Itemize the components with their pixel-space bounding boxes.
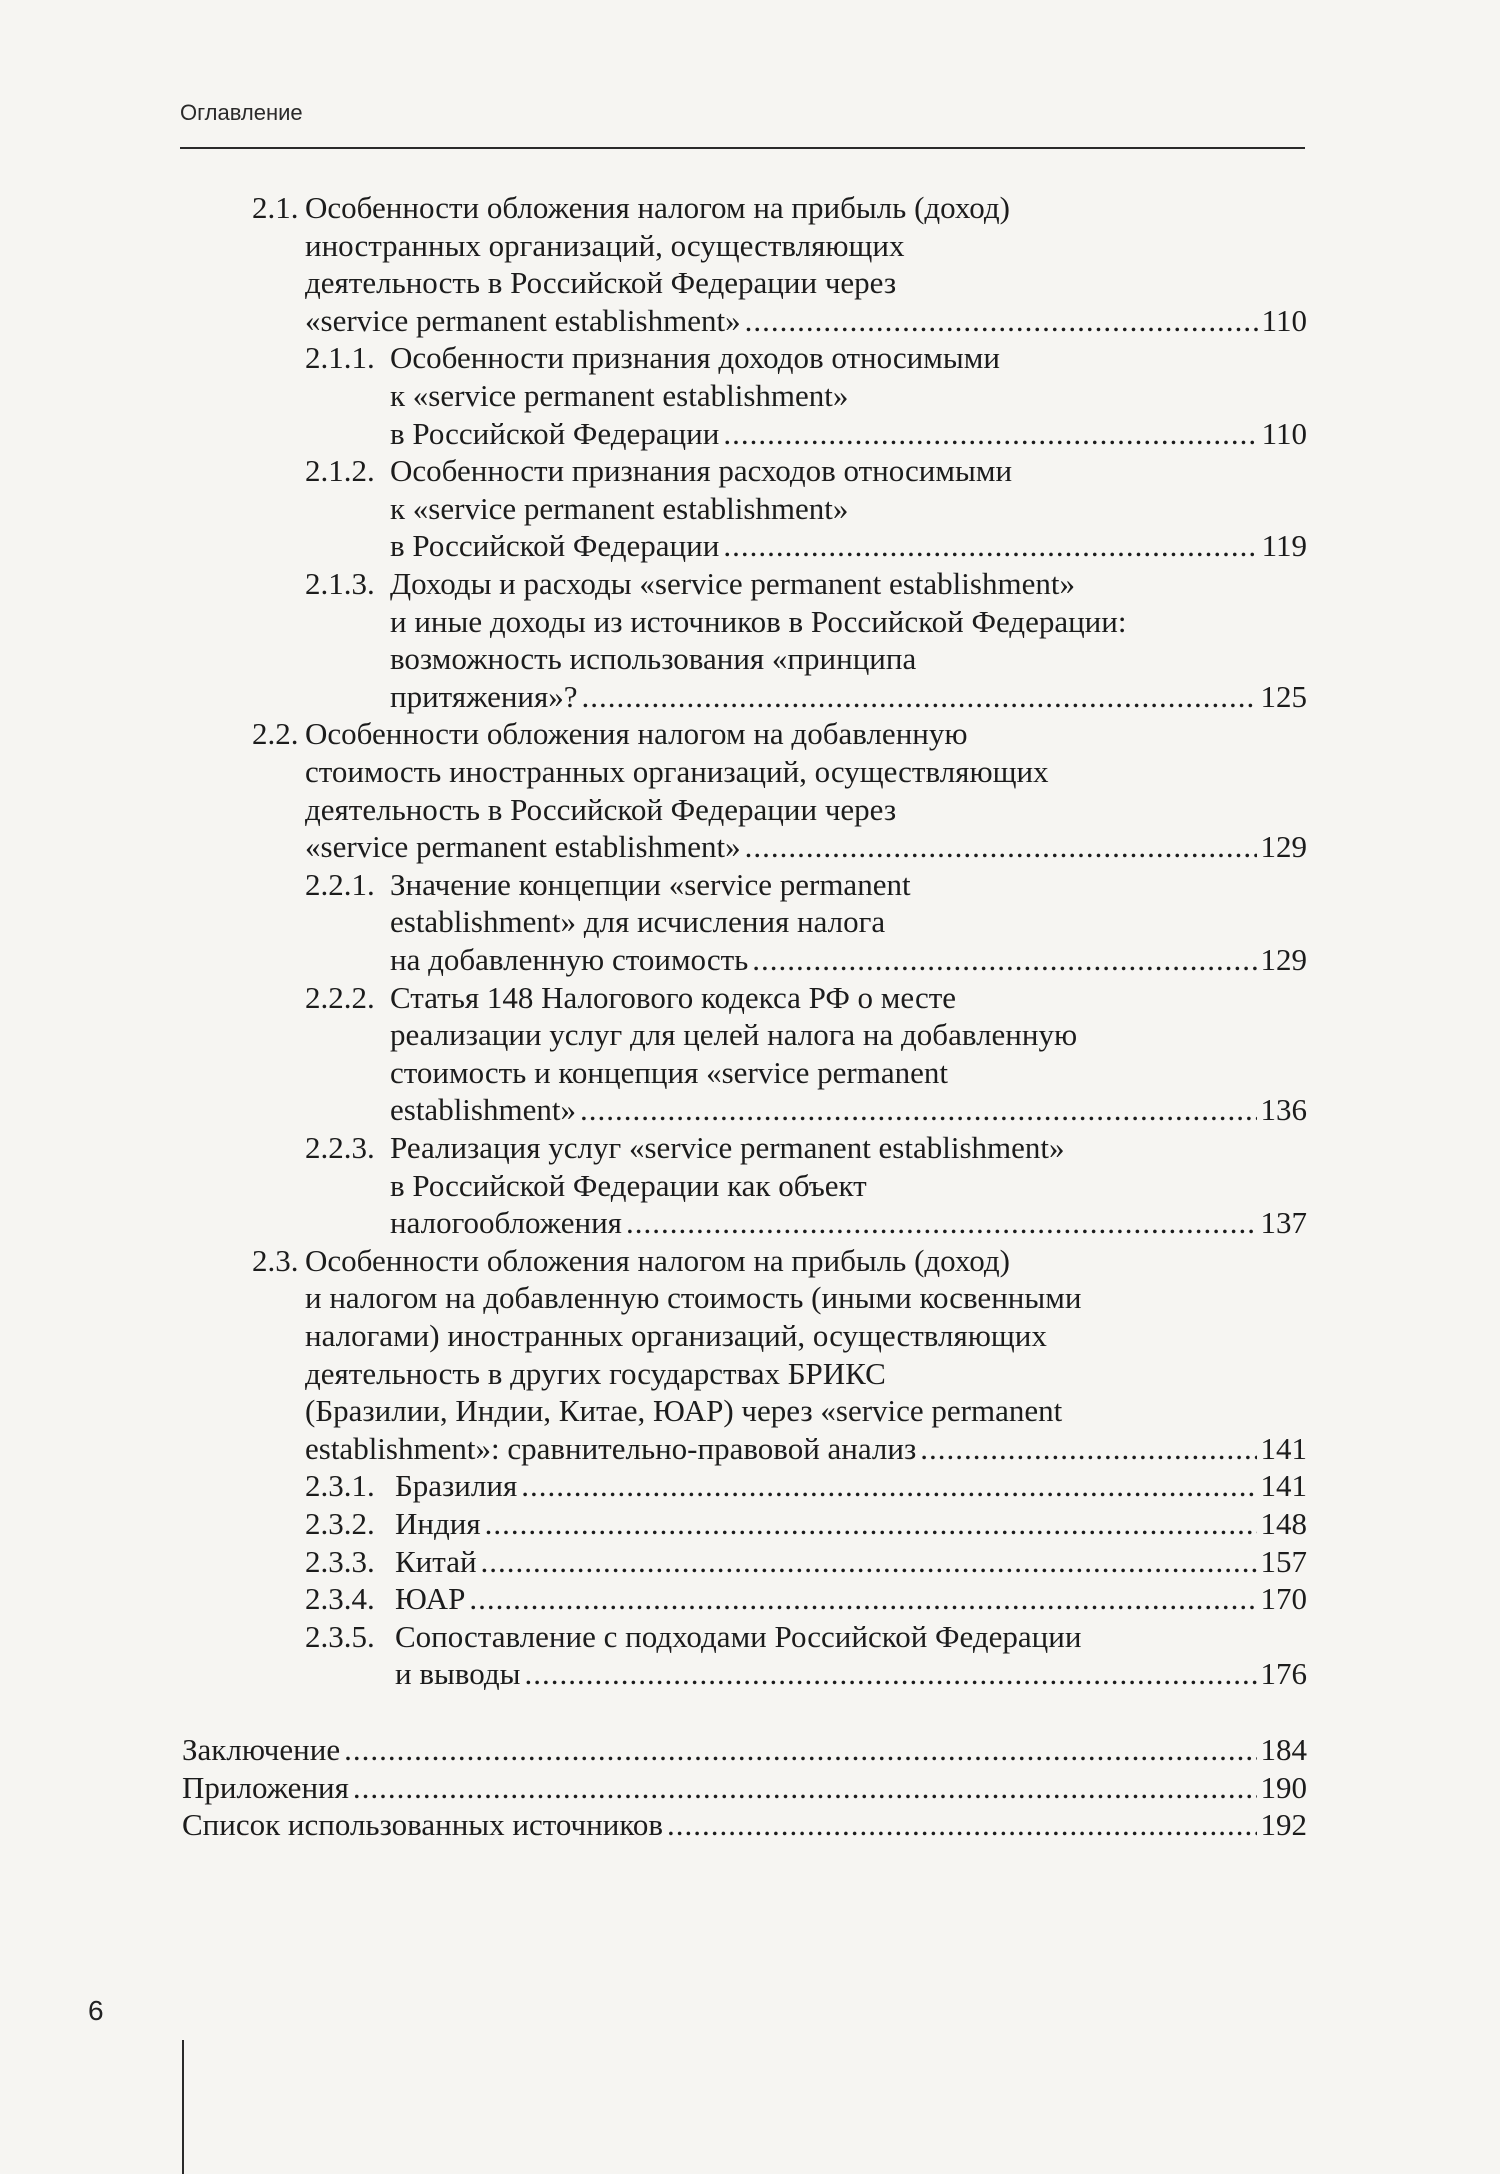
toc-entry-page: 192 xyxy=(1260,1807,1307,1843)
toc-entry-page: 136 xyxy=(1260,1092,1307,1128)
toc-entry-title-line: стоимость иностранных организаций, осуществляющих xyxy=(305,753,1049,789)
dot-leader xyxy=(582,678,1257,715)
running-header: Оглавление xyxy=(180,100,303,125)
toc-entry-title-line: Особенности признания расходов относимыми xyxy=(390,453,1013,489)
toc-entry-2-3-1 xyxy=(0,1467,1500,1505)
toc-entry-number: 2.2.2. xyxy=(305,979,375,1015)
toc-entry-title-line: establishment» xyxy=(390,1092,576,1128)
toc-entry-title-line: Приложения xyxy=(182,1769,349,1805)
toc-entry-title-line: establishment»: сравнительно-правовой анализ xyxy=(305,1430,917,1466)
toc-entry-title-line: деятельность в других государствах БРИКС xyxy=(305,1355,886,1391)
toc-entry-page: 184 xyxy=(1260,1732,1307,1767)
toc-entry-2-3-4 xyxy=(0,1580,1500,1618)
toc-entry-number: 2.3.4. xyxy=(305,1581,375,1617)
toc-entry-appendices xyxy=(0,1769,1500,1807)
toc-entry-title-line: (Бразилии, Индии, Китае, ЮАР) через «service permanent xyxy=(305,1393,1063,1429)
toc-entry-number: 2.1.2. xyxy=(305,453,375,489)
toc-entry-2-3 xyxy=(0,1242,1500,1468)
toc-entry-number: 2.3. xyxy=(252,1242,299,1278)
page-number: 6 xyxy=(88,1995,104,2026)
toc-entry-page: 110 xyxy=(1261,415,1307,451)
toc-entry-2-2 xyxy=(0,715,1500,865)
toc-entry-2-1-2 xyxy=(0,452,1500,565)
toc-entry-title-line: реализации услуг для целей налога на добавленную xyxy=(390,1017,1078,1053)
toc-entry-number: 2.3.5. xyxy=(305,1618,375,1654)
toc-entry-page: 129 xyxy=(1260,829,1307,865)
toc-entry-title-line: «service permanent establishment» xyxy=(305,302,741,338)
dot-leader xyxy=(580,1091,1257,1128)
toc-entry-page: 129 xyxy=(1260,941,1307,977)
dot-leader xyxy=(745,828,1257,865)
toc-entry-conclusion xyxy=(0,1731,1500,1769)
toc-entry-title-line: и налогом на добавленную стоимость (иными косвенными xyxy=(305,1280,1082,1316)
toc-entry-title-line: ЮАР xyxy=(395,1581,466,1617)
toc-entry-title-line: Статья 148 Налогового кодекса РФ о месте xyxy=(390,979,957,1015)
dot-leader xyxy=(745,302,1258,339)
toc-entry-title-line: Особенности обложения налогом на прибыль (доход) xyxy=(305,190,1010,225)
toc-entry-title-line: и иные доходы из источников в Российской Федерации: xyxy=(390,603,1127,639)
toc-entry-title-line: Заключение xyxy=(182,1732,341,1767)
toc-entry-title-line: в Российской Федерации как объект xyxy=(390,1167,867,1203)
toc-entry-title-line: Значение концепции «service permanent xyxy=(390,866,911,902)
dot-leader xyxy=(524,1655,1256,1692)
toc-entry-page: 141 xyxy=(1260,1468,1307,1504)
dot-leader xyxy=(344,1731,1256,1768)
dot-leader xyxy=(723,527,1257,564)
page-number-rule xyxy=(182,2040,184,2174)
dot-leader xyxy=(920,1430,1256,1467)
toc-entry-title-line: к «service permanent establishment» xyxy=(390,377,849,413)
toc-entry-title-line: в Российской Федерации xyxy=(390,528,720,564)
toc-entry-2-2-1 xyxy=(0,866,1500,979)
toc-entry-title-line: Сопоставление с подходами Российской Федерации xyxy=(395,1618,1082,1654)
dot-leader xyxy=(752,941,1256,978)
toc-entry-title-line: Список использованных источников xyxy=(182,1807,663,1843)
toc-entry-title-line: деятельность в Российской Федерации через xyxy=(305,791,897,827)
toc-entry-page: 176 xyxy=(1260,1656,1307,1692)
toc-entry-title-line: establishment» для исчисления налога xyxy=(390,904,886,940)
toc-entry-title-line: деятельность в Российской Федерации через xyxy=(305,265,897,301)
header-rule xyxy=(180,147,1305,149)
toc-entry-2-1 xyxy=(0,189,1500,339)
toc-entry-number: 2.1.1. xyxy=(305,340,375,376)
toc-entry-title-line: Доходы и расходы «service permanent establishment» xyxy=(390,566,1075,601)
toc-entry-title-line: возможность использования «принципа xyxy=(390,641,917,677)
toc-entry-2-1-3 xyxy=(0,565,1500,715)
toc-entry-page: 119 xyxy=(1261,528,1307,564)
toc-entry-page: 110 xyxy=(1261,302,1307,338)
toc-entry-title-line: притяжения»? xyxy=(390,678,578,714)
toc-entry-2-2-3 xyxy=(0,1129,1500,1242)
toc-entry-number: 2.3.1. xyxy=(305,1468,375,1504)
toc-entry-title-line: Индия xyxy=(395,1506,481,1541)
toc-entry-page: 141 xyxy=(1260,1430,1307,1466)
toc-entry-page: 125 xyxy=(1260,678,1307,714)
toc-entry-title-line: Бразилия xyxy=(395,1468,518,1504)
dot-leader xyxy=(667,1806,1257,1843)
toc-entry-title-line: «service permanent establishment» xyxy=(305,829,741,865)
toc-entry-title-line: к «service permanent establishment» xyxy=(390,490,849,526)
toc-entry-title-line: Особенности обложения налогом на прибыль (доход) xyxy=(305,1242,1010,1278)
toc-entry-title-line: в Российской Федерации xyxy=(390,415,720,451)
toc-entry-page: 137 xyxy=(1260,1205,1307,1241)
dot-leader xyxy=(521,1467,1256,1504)
toc-entry-title-line: Особенности обложения налогом на добавленную xyxy=(305,716,968,752)
toc-entry-sources xyxy=(0,1806,1500,1844)
dot-leader xyxy=(353,1769,1257,1806)
toc-entry-title-line: налогами) иностранных организаций, осуществляющих xyxy=(305,1317,1047,1353)
toc-entry-title-line: и выводы xyxy=(395,1656,521,1692)
dot-leader xyxy=(626,1204,1257,1241)
toc-entry-page: 170 xyxy=(1260,1581,1307,1617)
toc-entry-title-line: на добавленную стоимость xyxy=(390,941,749,977)
toc-entry-2-2-2 xyxy=(0,979,1500,1129)
toc-entry-title-line: Особенности признания доходов относимыми xyxy=(390,340,1000,376)
toc-entry-number: 2.1. xyxy=(252,190,299,225)
toc-entry-page: 157 xyxy=(1260,1543,1307,1579)
toc-entry-2-1-1 xyxy=(0,339,1500,452)
toc-entry-number: 2.2.3. xyxy=(305,1130,375,1165)
toc-entry-2-3-2 xyxy=(0,1505,1500,1543)
dot-leader xyxy=(485,1505,1257,1542)
toc-entry-number: 2.2. xyxy=(252,716,299,752)
dot-leader xyxy=(723,415,1257,452)
toc-entry-2-3-5 xyxy=(0,1618,1500,1693)
toc-entry-number: 2.3.3. xyxy=(305,1543,375,1579)
dot-leader xyxy=(481,1543,1257,1580)
toc-entry-number: 2.2.1. xyxy=(305,866,375,902)
toc-entry-number: 2.1.3. xyxy=(305,566,375,601)
toc-entry-title-line: иностранных организаций, осуществляющих xyxy=(305,227,905,263)
toc-entry-title-line: налогообложения xyxy=(390,1205,622,1241)
toc-entry-page: 148 xyxy=(1260,1506,1307,1541)
toc-entry-2-3-3 xyxy=(0,1543,1500,1581)
toc-entry-title-line: стоимость и концепция «service permanent xyxy=(390,1054,948,1090)
toc-entry-title-line: Реализация услуг «service permanent establishment» xyxy=(390,1130,1065,1165)
toc-entry-title-line: Китай xyxy=(395,1543,477,1579)
toc-entry-number: 2.3.2. xyxy=(305,1506,375,1541)
dot-leader xyxy=(469,1580,1256,1617)
toc-entry-page: 190 xyxy=(1260,1769,1307,1805)
